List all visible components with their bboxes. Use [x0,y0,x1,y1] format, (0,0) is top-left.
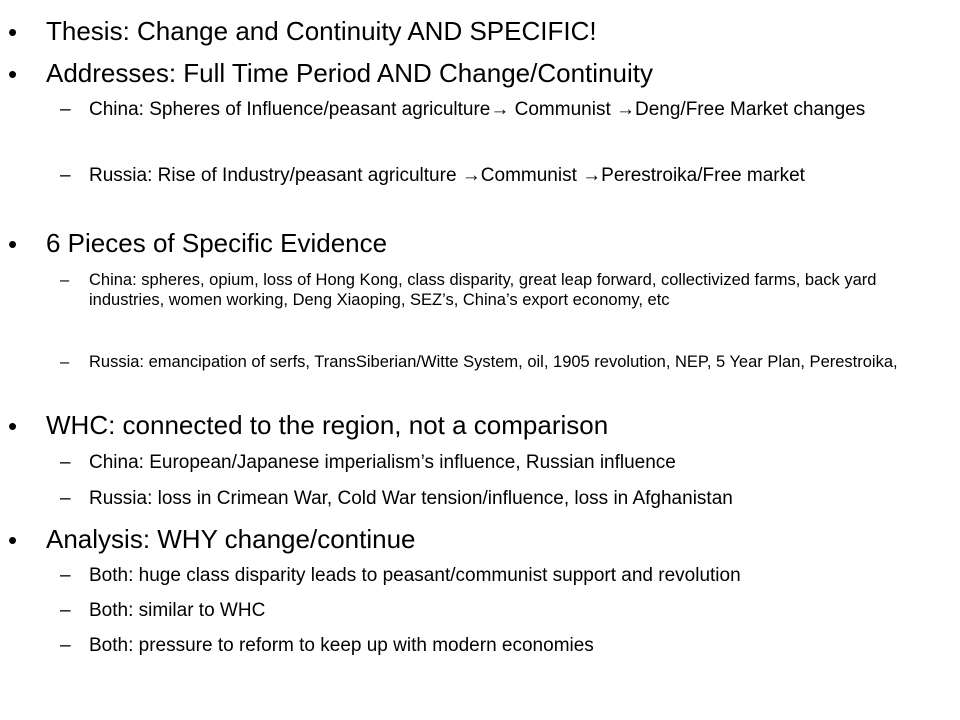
dash-marker: – [60,353,70,371]
dash-marker: – [60,165,71,186]
dash-marker: – [60,600,71,621]
bullet-marker: • [8,525,18,555]
dash-marker: – [60,635,71,656]
dash-marker: – [60,271,70,289]
sub-item-russia-evidence: Russia: emancipation of serfs, TransSiberian/Witte System, oil, 1905 revolution, NEP, 5 Year Plan, Perestroika, [89,353,898,371]
sub-item-both-whc: Both: similar to WHC [89,600,266,621]
dash-marker: – [60,488,71,509]
bullet-analysis: Analysis: WHY change/continue [46,524,416,554]
bullet-evidence: 6 Pieces of Specific Evidence [46,228,388,258]
bullet-thesis: Thesis: Change and Continuity AND SPECIFIC! [46,16,597,46]
bullet-marker: • [8,411,18,441]
sub-item-china-evidence: China: spheres, opium, loss of Hong Kong, class disparity, great leap forward, collectivized farms, back yard industries, women working, Deng Xiaoping, SEZ’s, China’s export economy, etc [89,271,877,309]
bullet-marker: • [8,59,18,89]
sub-item-russia-addresses: Russia: Rise of Industry/peasant agriculture →Communist →Perestroika/Free market [89,165,805,186]
bullet-whc: WHC: connected to the region, not a comparison [46,410,609,440]
bullet-addresses: Addresses: Full Time Period AND Change/Continuity [46,58,653,88]
sub-item-russia-whc: Russia: loss in Crimean War, Cold War tension/influence, loss in Afghanistan [89,488,733,509]
dash-marker: – [60,452,71,473]
dash-marker: – [60,99,71,120]
bullet-marker: • [8,229,18,259]
sub-item-china-addresses: China: Spheres of Influence/peasant agriculture→ Communist →Deng/Free Market changes [89,99,866,120]
sub-item-china-whc: China: European/Japanese imperialism’s influence, Russian influence [89,452,676,473]
dash-marker: – [60,565,71,586]
bullet-marker: • [8,17,18,47]
sub-item-both-reform: Both: pressure to reform to keep up with modern economies [89,635,594,656]
sub-item-both-disparity: Both: huge class disparity leads to peasant/communist support and revolution [89,565,741,586]
